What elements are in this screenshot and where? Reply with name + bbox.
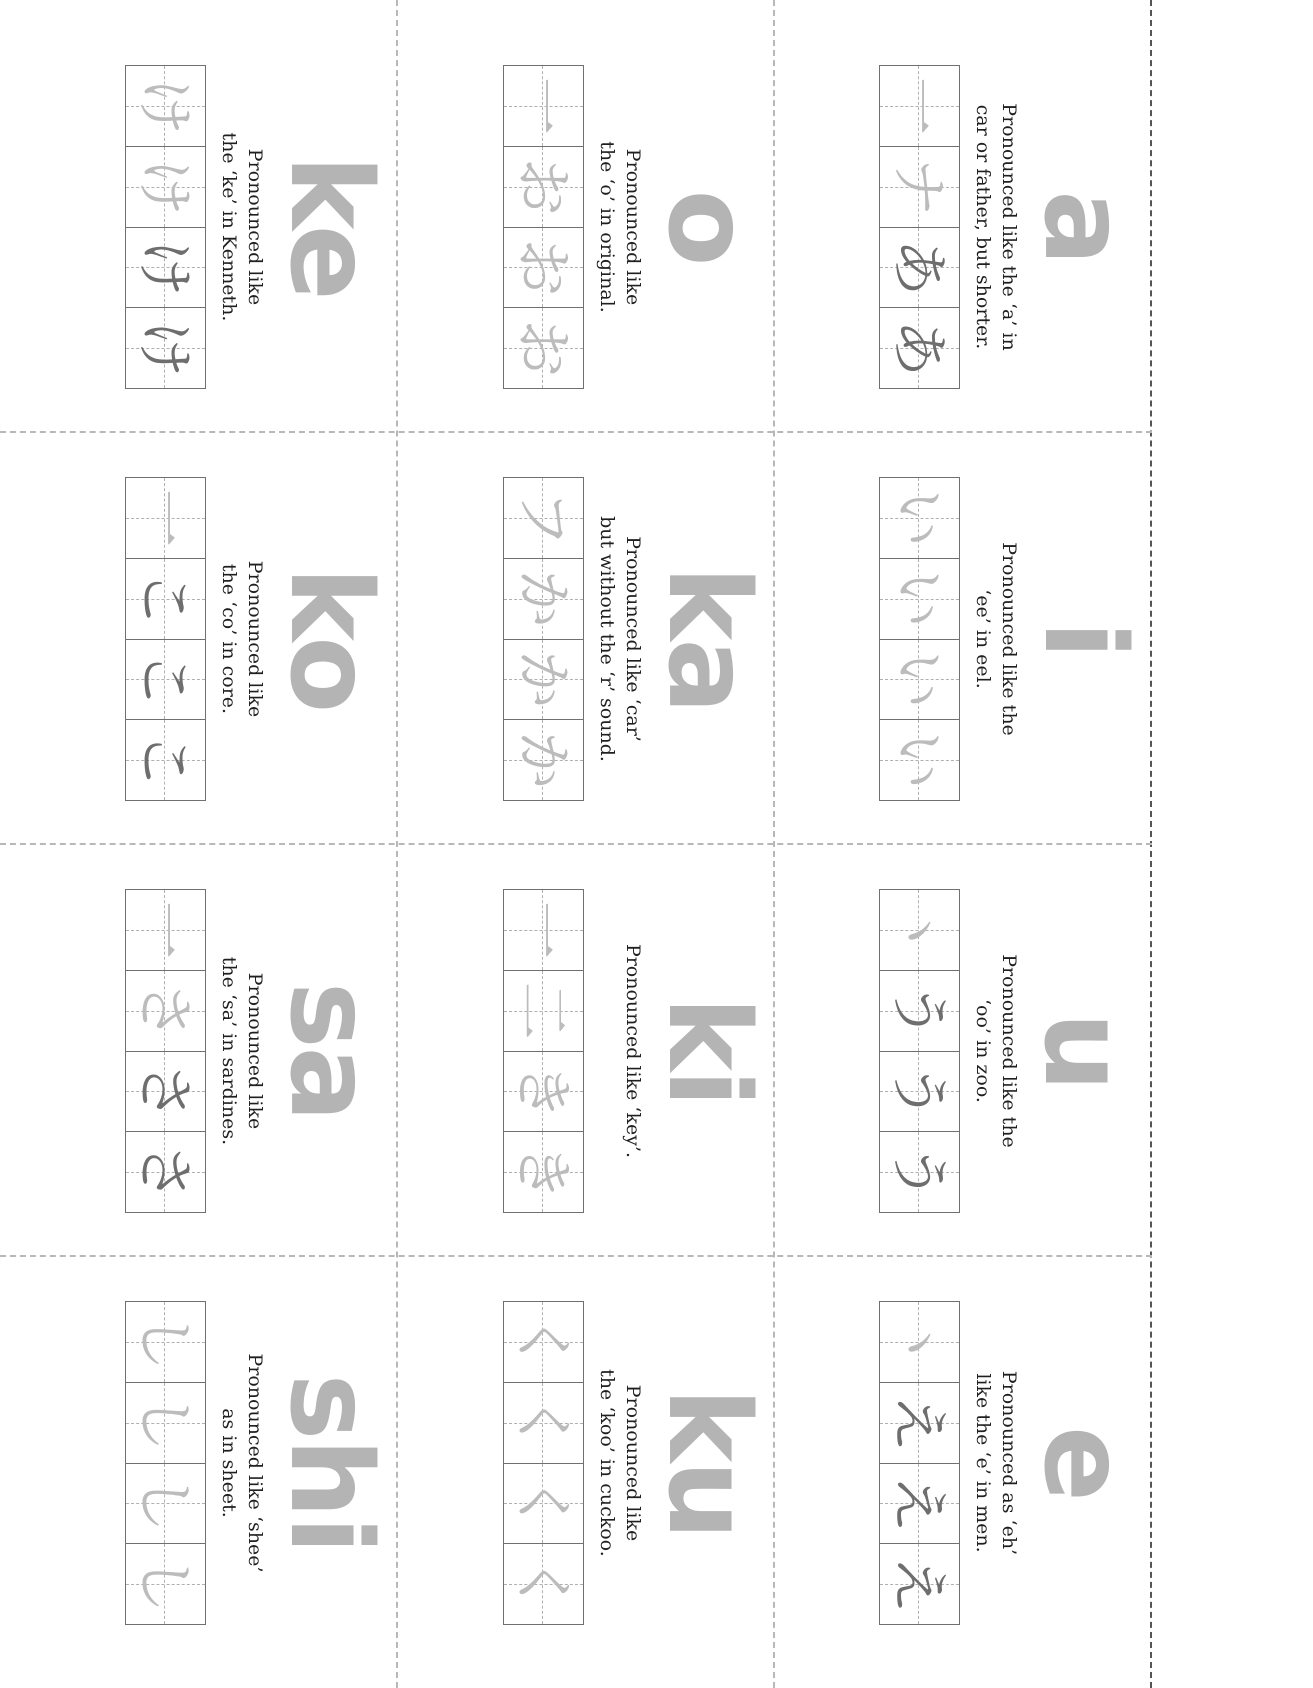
romaji-label: e — [1019, 1426, 1149, 1500]
stroke-step: 一 — [509, 76, 577, 135]
pronunciation-line: Pronounced like — [244, 148, 266, 306]
pronunciation-line: the ‘sa’ in sardines. — [218, 956, 240, 1146]
stroke-box — [880, 720, 959, 800]
pronunciation-line: Pronounced like — [244, 560, 266, 718]
pronunciation-line: but without the ‘r’ sound. — [596, 516, 618, 762]
stroke-step: か — [509, 731, 577, 790]
kana-card-ke — [20, 22, 396, 432]
stroke-order-boxes — [125, 1301, 206, 1625]
stroke-box — [504, 66, 583, 147]
stroke-order-boxes — [879, 65, 960, 389]
pronunciation-line: the ‘koo’ in cuckoo. — [596, 1369, 618, 1557]
kana-card-sa — [20, 846, 396, 1256]
pronunciation-line: Pronounced like the ‘a’ in — [998, 103, 1020, 351]
romaji-label: o — [643, 189, 773, 265]
romaji-label: i — [1019, 620, 1149, 658]
stroke-box — [504, 147, 583, 228]
romaji-label: shi — [265, 1373, 395, 1553]
kana-card-u — [774, 846, 1150, 1256]
stroke-step: 一 — [885, 76, 953, 135]
pronunciation-line: Pronounced as ‘eh’ — [998, 1370, 1020, 1556]
stroke-box — [880, 1132, 959, 1212]
stroke-step: 一 — [131, 900, 199, 959]
stroke-step: け — [131, 76, 199, 135]
kana-card-ki — [398, 846, 774, 1256]
stroke-box — [880, 559, 959, 640]
pronunciation-text — [594, 52, 646, 402]
pronunciation-text — [620, 876, 646, 1226]
stroke-order-boxes — [125, 477, 206, 801]
stroke-box — [126, 1383, 205, 1464]
pronunciation-text — [970, 464, 1022, 814]
stroke-box — [880, 147, 959, 228]
pronunciation-line: like the ‘e’ in men. — [972, 1373, 994, 1553]
stroke-box — [880, 890, 959, 971]
kana-card-e — [774, 1258, 1150, 1668]
pronunciation-line: Pronounced like ‘car’ — [622, 536, 644, 742]
pronunciation-line: Pronounced like — [622, 148, 644, 306]
stroke-step: お — [509, 238, 577, 297]
stroke-step: お — [509, 319, 577, 378]
stroke-box — [126, 640, 205, 721]
stroke-box — [126, 66, 205, 147]
stroke-box — [504, 1544, 583, 1624]
pronunciation-text — [594, 1288, 646, 1638]
stroke-order-boxes — [503, 65, 584, 389]
kana-card-ku — [398, 1258, 774, 1668]
stroke-step: い — [885, 569, 953, 628]
pronunciation-text — [216, 464, 268, 814]
romaji-label: ke — [265, 155, 395, 299]
stroke-box — [126, 890, 205, 971]
kana-card-shi — [20, 1258, 396, 1668]
pronunciation-line: ‘oo’ in zoo. — [972, 999, 994, 1103]
stroke-order-boxes — [503, 1301, 584, 1625]
stroke-box — [126, 478, 205, 559]
stroke-step: 一 — [509, 900, 577, 959]
pronunciation-text — [216, 1288, 268, 1638]
stroke-box — [126, 228, 205, 309]
stroke-step: 一 — [131, 488, 199, 547]
stroke-box — [504, 1052, 583, 1133]
stroke-step: く — [509, 1555, 577, 1614]
pronunciation-text — [970, 1288, 1022, 1638]
stroke-box — [504, 559, 583, 640]
stroke-step: い — [885, 650, 953, 709]
stroke-step: え — [885, 1393, 953, 1452]
romaji-label: ka — [643, 565, 773, 713]
kana-card-i — [774, 434, 1150, 844]
stroke-box — [880, 478, 959, 559]
pronunciation-line: the ‘o’ in original. — [596, 141, 618, 313]
stroke-step: え — [885, 1555, 953, 1614]
stroke-step: い — [885, 731, 953, 790]
stroke-box — [504, 228, 583, 309]
stroke-step: け — [131, 319, 199, 378]
romaji-label: sa — [265, 981, 395, 1121]
stroke-box — [504, 1383, 583, 1464]
pronunciation-line: Pronounced like — [244, 972, 266, 1130]
pronunciation-line: Pronounced like the — [998, 542, 1020, 736]
stroke-box — [126, 1302, 205, 1383]
stroke-step: か — [509, 650, 577, 709]
stroke-step: ヽ — [885, 900, 953, 959]
stroke-step: け — [131, 238, 199, 297]
kana-card-ka — [398, 434, 774, 844]
stroke-box — [880, 1383, 959, 1464]
stroke-step: く — [509, 1474, 577, 1533]
stroke-box — [126, 1464, 205, 1545]
stroke-order-boxes — [879, 1301, 960, 1625]
stroke-box — [126, 559, 205, 640]
stroke-box — [126, 720, 205, 800]
pronunciation-text — [970, 52, 1022, 402]
stroke-step: し — [131, 1393, 199, 1452]
stroke-step: し — [131, 1555, 199, 1614]
stroke-box — [880, 1052, 959, 1133]
kana-card-ko — [20, 434, 396, 844]
stroke-step: け — [131, 157, 199, 216]
stroke-box — [880, 1464, 959, 1545]
stroke-step: き — [509, 1062, 577, 1121]
stroke-step: か — [509, 569, 577, 628]
stroke-step: し — [131, 1312, 199, 1371]
stroke-box — [126, 1132, 205, 1212]
stroke-order-boxes — [503, 477, 584, 801]
stroke-step: さ — [131, 981, 199, 1040]
stroke-box — [880, 640, 959, 721]
stroke-step: え — [885, 1474, 953, 1533]
stroke-box — [126, 971, 205, 1052]
stroke-step: あ — [885, 319, 953, 378]
stroke-order-boxes — [503, 889, 584, 1213]
stroke-box — [504, 308, 583, 388]
stroke-box — [880, 308, 959, 388]
stroke-step: し — [131, 1474, 199, 1533]
stroke-step: き — [509, 1143, 577, 1202]
stroke-step: 二 — [509, 981, 577, 1040]
stroke-box — [880, 1302, 959, 1383]
pronunciation-text — [216, 52, 268, 402]
stroke-box — [504, 971, 583, 1052]
pronunciation-line: Pronounced like ‘shee’ — [244, 1353, 266, 1573]
pronunciation-text — [216, 876, 268, 1226]
stroke-box — [504, 478, 583, 559]
stroke-step: こ — [131, 731, 199, 790]
stroke-box — [504, 890, 583, 971]
stroke-step: さ — [131, 1062, 199, 1121]
stroke-order-boxes — [879, 889, 960, 1213]
stroke-box — [880, 1544, 959, 1624]
pronunciation-line: the ‘ke’ in Kenneth. — [218, 132, 240, 322]
pronunciation-line: car or father, but shorter. — [972, 104, 994, 350]
stroke-box — [880, 971, 959, 1052]
stroke-step: く — [509, 1393, 577, 1452]
stroke-step: さ — [131, 1143, 199, 1202]
stroke-box — [504, 1132, 583, 1212]
stroke-step: ヽ — [885, 1312, 953, 1371]
kana-card-o — [398, 22, 774, 432]
pronunciation-line: Pronounced like ‘key’. — [622, 943, 644, 1159]
stroke-step: う — [885, 981, 953, 1040]
pronunciation-line: Pronounced like the — [998, 954, 1020, 1148]
pronunciation-line: the ‘co’ in core. — [218, 563, 240, 715]
romaji-label: u — [1019, 1012, 1149, 1090]
stroke-step: ナ — [885, 157, 953, 216]
stroke-order-boxes — [879, 477, 960, 801]
romaji-label: ku — [643, 1387, 773, 1539]
romaji-label: ko — [265, 566, 395, 712]
stroke-step: う — [885, 1143, 953, 1202]
kana-card-a — [774, 22, 1150, 432]
stroke-box — [126, 308, 205, 388]
stroke-step: く — [509, 1312, 577, 1371]
stroke-box — [126, 1052, 205, 1133]
pronunciation-line: Pronounced like — [622, 1384, 644, 1542]
stroke-box — [880, 66, 959, 147]
stroke-box — [126, 1544, 205, 1624]
romaji-label: ki — [643, 996, 773, 1106]
stroke-box — [880, 228, 959, 309]
stroke-box — [504, 720, 583, 800]
pronunciation-text — [970, 876, 1022, 1226]
stroke-box — [504, 640, 583, 721]
stroke-box — [504, 1302, 583, 1383]
stroke-step: い — [885, 488, 953, 547]
stroke-order-boxes — [125, 65, 206, 389]
stroke-step: フ — [509, 488, 577, 547]
stroke-step: お — [509, 157, 577, 216]
pronunciation-text — [594, 464, 646, 814]
stroke-step: こ — [131, 650, 199, 709]
stroke-box — [504, 1464, 583, 1545]
stroke-order-boxes — [125, 889, 206, 1213]
stroke-step: う — [885, 1062, 953, 1121]
stroke-step: こ — [131, 569, 199, 628]
romaji-label: a — [1019, 190, 1149, 264]
pronunciation-line: ‘ee’ in eel. — [972, 589, 994, 689]
stroke-step: あ — [885, 238, 953, 297]
pronunciation-line: as in sheet. — [218, 1408, 240, 1518]
stroke-box — [126, 147, 205, 228]
